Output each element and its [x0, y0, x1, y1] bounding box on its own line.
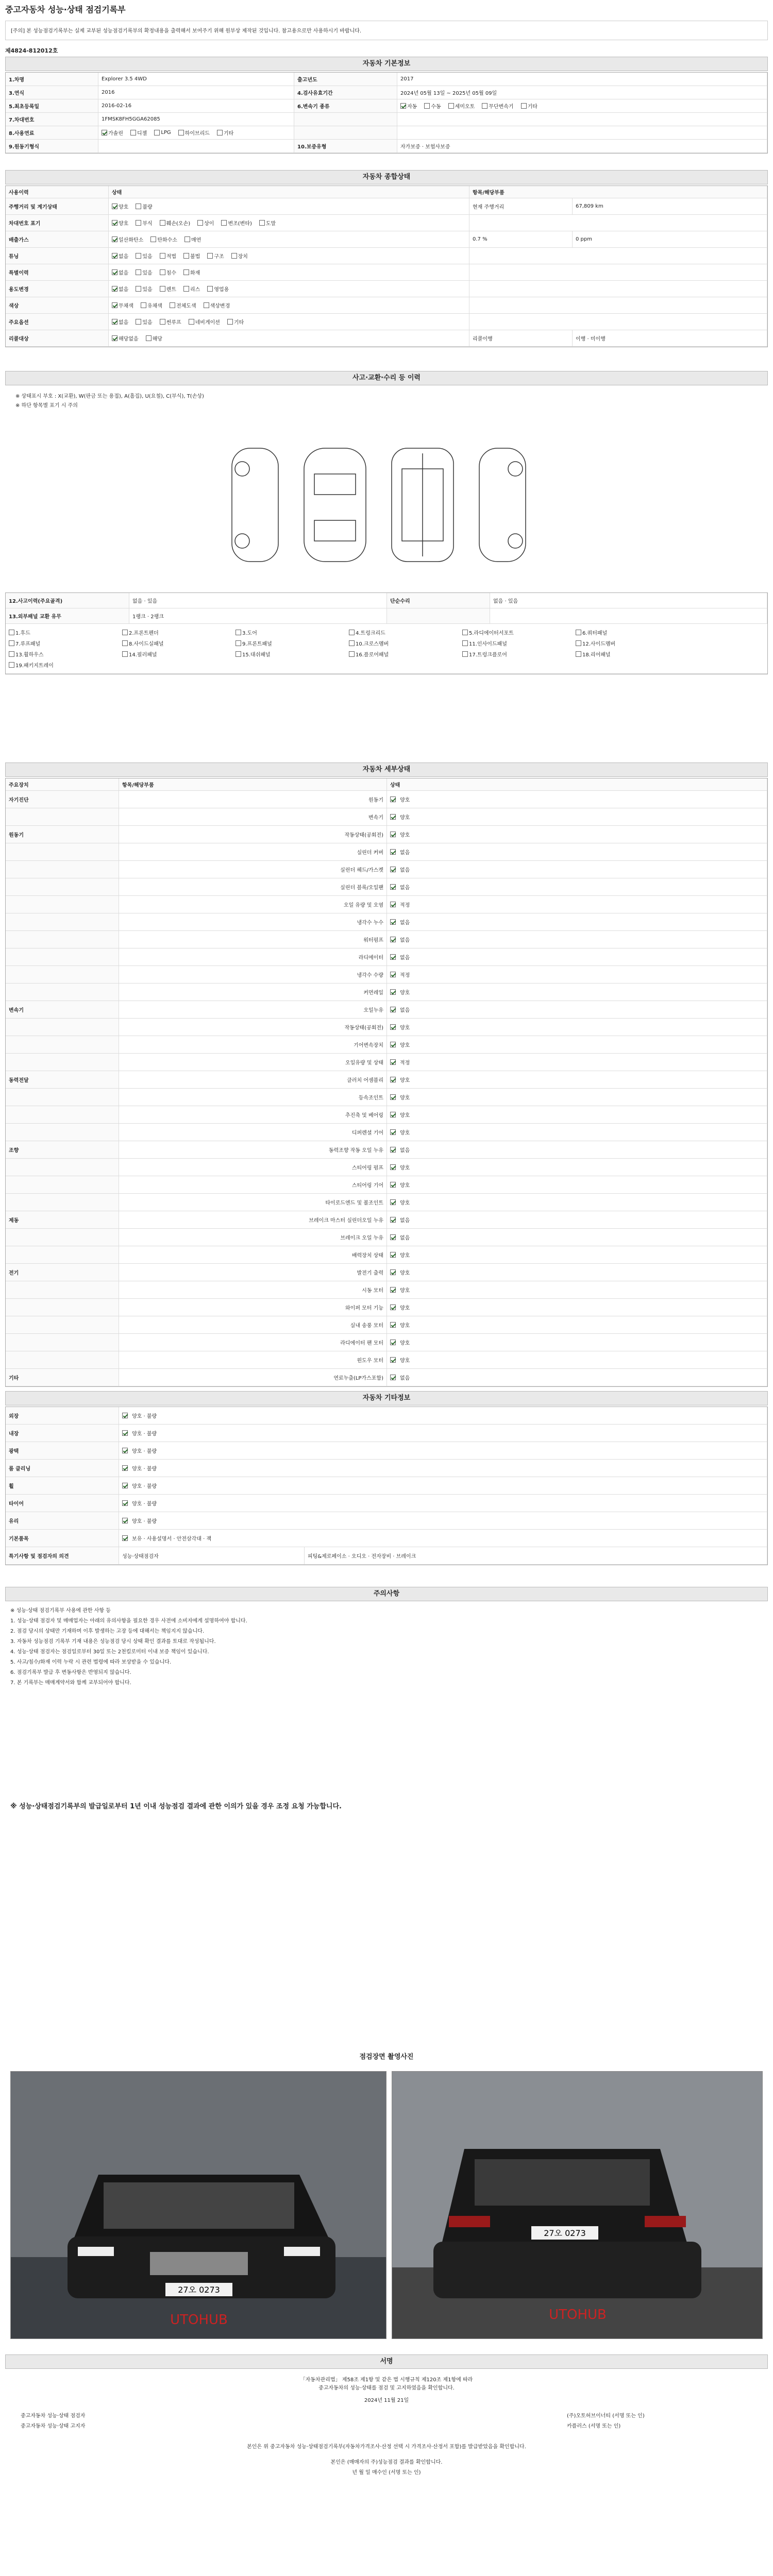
checkbox[interactable] [136, 286, 141, 292]
detail-row: 오일유량 및 상태 적정 [6, 1054, 767, 1071]
checkbox[interactable] [183, 253, 189, 259]
checkbox[interactable] [183, 286, 189, 292]
detail-row: 커먼레일 양호 [6, 984, 767, 1001]
notice-bold: ※ 성능·상태점검기록부의 발급일로부터 1년 이내 성능점검 결과에 관한 이의가 있을 경우 조정 요청 가능합니다. [10, 1803, 342, 1810]
checkbox[interactable] [231, 253, 237, 259]
checkbox[interactable] [184, 236, 190, 242]
buyer-line1: 본인은 위 중고자동차 성능·상태점검기록부(자동차가격조사·산정 선택 시 가격조사·산정서 포함)를 발급받았음을 확인합니다. [247, 2444, 526, 2450]
checkbox[interactable] [122, 1465, 128, 1471]
plate-rear: 27오 0273 [544, 2228, 586, 2238]
detail-row: 시동 모터 양호 [6, 1281, 767, 1299]
car-left-side [232, 448, 278, 562]
sign-line2: 중고자동차의 성능·상태를 점검 및 고지하였음을 확인합니다. [318, 2385, 455, 2391]
detail-row: 라디에이터 팬 모터 양호 [6, 1334, 767, 1351]
checkbox[interactable] [154, 130, 160, 135]
checkbox[interactable] [390, 1375, 396, 1380]
detail-row: 실린더 커버 없음 [6, 843, 767, 861]
checkbox[interactable] [9, 630, 14, 635]
checkbox[interactable] [136, 220, 141, 226]
seller-value: 카플러스 (서명 또는 인) [567, 2424, 621, 2429]
checkbox[interactable] [122, 1483, 128, 1488]
section-photos-header: 점검장면 촬영사진 [5, 2050, 768, 2065]
checkbox[interactable] [170, 302, 175, 308]
detail-row: 기타 연료누출(LP가스포함) 없음 [6, 1369, 767, 1386]
checkbox[interactable] [390, 1129, 396, 1135]
section-other-header: 자동차 기타정보 [5, 1391, 768, 1405]
detail-row: 타이로드엔드 및 볼조인트 양호 [6, 1194, 767, 1211]
checkbox[interactable] [390, 919, 396, 925]
checkbox[interactable] [112, 286, 117, 292]
checkbox[interactable] [207, 253, 213, 259]
detail-row: 추진축 및 베어링 양호 [6, 1106, 767, 1124]
note-line: 7. 본 기록부는 매매계약서와 함께 교부되어야 합니다. [10, 1680, 131, 1686]
checkbox[interactable] [424, 103, 430, 109]
checkbox[interactable] [390, 989, 396, 995]
section-notes-header: 주의사항 [5, 1587, 768, 1601]
detail-row: 워터펌프 없음 [6, 931, 767, 948]
checkbox[interactable] [9, 662, 14, 668]
basic-info-table [5, 72, 768, 154]
checkbox[interactable] [390, 1007, 396, 1012]
basic-row: 8.사용연료 가솔린 디젤 LPG 하이브리드 기타 [6, 126, 767, 140]
section-overall-header: 자동차 종합상태 [5, 170, 768, 184]
car-diagram [222, 438, 551, 572]
checkbox[interactable] [400, 103, 406, 109]
checkbox[interactable] [390, 814, 396, 820]
checkbox[interactable] [160, 269, 165, 275]
brand-rear: UTOHUB [549, 2307, 607, 2323]
inspection-photo-rear [392, 2071, 763, 2339]
checkbox[interactable] [236, 640, 241, 646]
checkbox[interactable] [390, 937, 396, 942]
checkbox[interactable] [390, 1217, 396, 1223]
checkbox[interactable] [112, 269, 117, 275]
checkbox[interactable] [221, 220, 227, 226]
other-info-table: 외장 양호 · 불량 내장 양호 · 불량 광택 양호 · 불량 룸 클리닝 양호 · 불량 휠 양호 · 불량 타이어 양호 · 불량 유리 양호 · 불량 기본품목 보유 · 사용설명서 · 안전삼각대 · 잭 특기사항 및 점검자의 의견 성능·상태점검자 피팅&제로페이소 · 오디오 · 전자장비 · 브레이크 [5, 1406, 768, 1565]
checkbox[interactable] [122, 651, 128, 657]
checkbox[interactable] [197, 220, 203, 226]
detail-row: 작동상태(공회전) 양호 [6, 1019, 767, 1036]
detail-row: 브레이크 오일 누유 없음 [6, 1229, 767, 1246]
checkbox[interactable] [160, 253, 165, 259]
section-sign-header: 서명 [5, 2354, 768, 2369]
checkbox[interactable] [141, 302, 146, 308]
checkbox[interactable] [146, 335, 152, 341]
document-title: 중고자동차 성능·상태 점검기록부 [5, 5, 126, 14]
detail-row: 변속기 오일누유 없음 [6, 1001, 767, 1019]
car-top [304, 448, 366, 562]
overall-status-table: 사용이력 상태 항목/해당부품 주행거리 및 계기상태 양호 불량 현재 주행거리 67,809 km 차대번호 표기 양호 부식 훼손(오손) 상이 변조(변타) 도말 배출가스 일산화탄소 탄화수소 매연 0.7 % 0 ppm 튜닝 없음 있음 적법 불법 구조 장치 특별이력 없음 있음 침수 화재 용도변경 없음 있음 렌트 리스 영업용 색상 무채색 유채색 전체도색 색상변경 주요옵션 없음 있음 썬루프 네비게이션 기타 리콜대상 해당없음 해당 리콜이행 이행 · 미이행 [5, 185, 768, 347]
section-detail-header: 자동차 세부상태 [5, 762, 768, 777]
checkbox[interactable] [390, 1357, 396, 1363]
checkbox[interactable] [390, 1252, 396, 1258]
checkbox[interactable] [112, 236, 117, 242]
detail-row: 제동 브레이크 마스터 실린더오일 누유 없음 [6, 1211, 767, 1229]
checkbox[interactable] [390, 954, 396, 960]
checkbox[interactable] [390, 1287, 396, 1293]
checkbox[interactable] [576, 640, 581, 646]
overall-row: 색상 무채색 유채색 전체도색 색상변경 [6, 297, 767, 314]
checkbox[interactable] [390, 902, 396, 907]
section-basic-header: 자동차 기본정보 [5, 57, 768, 71]
detail-row: 원동기 작동상태(공회전) 양호 [6, 826, 767, 843]
overall-row: 튜닝 없음 있음 적법 불법 구조 장치 [6, 248, 767, 264]
checkbox[interactable] [390, 1077, 396, 1082]
checkbox[interactable] [112, 319, 117, 325]
detail-row: 변속기 양호 [6, 808, 767, 826]
sign-line1: 「자동차관리법」 제58조 제1항 및 같은 법 시행규칙 제120조 제1항에 따라 [300, 2377, 473, 2383]
checkbox[interactable] [122, 1535, 128, 1541]
basic-row: 5.최초등록일 2016-02-16 6.변속기 종류 자동 수동 세미오토 무단변속기 기타 [6, 99, 767, 113]
notes-block [10, 1607, 752, 1690]
wheel-icon [235, 462, 249, 476]
basic-row: 7.차대번호 1FMSK8FH5GGA62085 [6, 113, 767, 126]
checkbox[interactable] [390, 1042, 396, 1047]
checkbox[interactable] [236, 630, 241, 635]
checkbox[interactable] [9, 640, 14, 646]
checkbox[interactable] [390, 972, 396, 977]
checkbox[interactable] [178, 130, 184, 135]
checkbox[interactable] [462, 640, 468, 646]
detail-row: 동력전달 클러치 어셈블리 양호 [6, 1071, 767, 1089]
checkbox[interactable] [390, 1094, 396, 1100]
checkbox[interactable] [122, 1518, 128, 1523]
buyer-line2: 본인은 (매매자의 주)성능점검 결과를 확인합니다. [330, 2460, 443, 2465]
checkbox[interactable] [207, 286, 213, 292]
checkbox[interactable] [390, 1199, 396, 1205]
checkbox[interactable] [217, 130, 223, 135]
checkbox[interactable] [482, 103, 488, 109]
overall-row: 주요옵션 없음 있음 썬루프 네비게이션 기타 [6, 314, 767, 330]
checkbox[interactable] [390, 1269, 396, 1275]
checkbox[interactable] [390, 1112, 396, 1117]
checkbox[interactable] [390, 1304, 396, 1310]
detail-row: 라디에이터 없음 [6, 948, 767, 966]
checkbox[interactable] [390, 884, 396, 890]
checkbox[interactable] [236, 651, 241, 657]
basic-row: 1.차명 Explorer 3.5 4WD 출고년도 2017 [6, 73, 767, 86]
detail-row: 오일 유량 및 오염 적정 [6, 896, 767, 913]
detail-row: 윈도우 모터 양호 [6, 1351, 767, 1369]
accident-legend-2: ※ 하단 항목별 표기 시 주의 [15, 403, 78, 409]
checkbox[interactable] [349, 640, 355, 646]
checkbox[interactable] [122, 1500, 128, 1506]
checkbox[interactable] [390, 1164, 396, 1170]
section-accident-header: 사고·교환·수리 등 이력 [5, 371, 768, 385]
checkbox[interactable] [122, 640, 128, 646]
note-line: ※ 성능·상태 점검기록부 사용에 관한 사항 등 [10, 1608, 111, 1614]
overall-row: 용도변경 없음 있음 렌트 리스 영업용 [6, 281, 767, 297]
detail-row: 실린더 헤드/가스켓 없음 [6, 861, 767, 878]
checkbox[interactable] [112, 335, 117, 341]
note-line: 2. 점검 당시의 상태만 기재하며 이후 발생하는 고장 등에 대해서는 책임지지 않습니다. [10, 1629, 205, 1634]
overall-row: 리콜대상 해당없음 해당 리콜이행 이행 · 미이행 [6, 330, 767, 347]
checkbox[interactable] [122, 1413, 128, 1418]
checkbox[interactable] [390, 1024, 396, 1030]
detail-row: 자기진단 원동기 양호 [6, 791, 767, 808]
checkbox[interactable] [448, 103, 454, 109]
detail-row: 기어변속장치 양호 [6, 1036, 767, 1054]
brand-front: UTOHUB [170, 2312, 228, 2328]
checkbox[interactable] [189, 319, 194, 325]
detail-row: 냉각수 수량 적정 [6, 966, 767, 984]
seller-label: 중고자동차 성능·상태 고지자 [21, 2424, 86, 2429]
overall-row: 차대번호 표기 양호 부식 훼손(오손) 상이 변조(변타) 도말 [6, 215, 767, 231]
checkbox[interactable] [112, 204, 117, 209]
sign-date: 2024년 11월 21일 [364, 2398, 409, 2403]
note-line: 4. 성능·상태 점검자는 점검일로부터 30일 또는 2천킬로미터 이내 보증 책임이 있습니다. [10, 1649, 209, 1655]
detail-row: 디퍼렌셜 기어 양호 [6, 1124, 767, 1141]
detail-row: 스티어링 기어 양호 [6, 1176, 767, 1194]
checkbox[interactable] [349, 651, 355, 657]
checkbox[interactable] [390, 796, 396, 802]
note-line: 3. 자동차 성능점검 기록부 기재 내용은 성능점검 당시 상태 확인 결과를 토대로 작성됩니다. [10, 1639, 216, 1645]
inspector-label: 중고자동차 성능·상태 점검자 [21, 2413, 86, 2419]
detail-row: 냉각수 누수 없음 [6, 913, 767, 931]
checkbox[interactable] [390, 849, 396, 855]
checkbox[interactable] [462, 630, 468, 635]
checkbox[interactable] [136, 319, 141, 325]
checkbox[interactable] [462, 651, 468, 657]
checkbox[interactable] [136, 253, 141, 259]
checkbox[interactable] [349, 630, 355, 635]
checkbox[interactable] [390, 1059, 396, 1065]
checkbox[interactable] [390, 1322, 396, 1328]
checkbox[interactable] [130, 130, 136, 135]
detail-row: 조향 동력조향 작동 오일 누유 없음 [6, 1141, 767, 1159]
checkbox[interactable] [112, 302, 117, 308]
checkbox[interactable] [112, 220, 117, 226]
overall-row: 특별이력 없음 있음 침수 화재 [6, 264, 767, 281]
checkbox[interactable] [259, 220, 265, 226]
checkbox[interactable] [122, 1430, 128, 1436]
detail-row: 실린더 블록/오일팬 없음 [6, 878, 767, 896]
note-line: 5. 사고/침수/화재 이력 누락 시 관련 법령에 따라 보상받을 수 있습니다. [10, 1659, 172, 1665]
checkbox[interactable] [390, 1147, 396, 1153]
checkbox[interactable] [390, 1182, 396, 1188]
checkbox[interactable] [576, 630, 581, 635]
overall-row: 배출가스 일산화탄소 탄화수소 매연 0.7 % 0 ppm [6, 231, 767, 248]
detail-row: 등속조인트 양호 [6, 1089, 767, 1106]
checkbox[interactable] [102, 130, 107, 135]
accident-table: 12.사고이력(주요골격) 없음 · 있음 단순수리 없음 · 있음 13.외부패널 교환 유무 1랭크 · 2랭크 1.후드 2.프론트펜더 3.도어 4.트렁크리드 5.라디에이터서포트 6.쿼터패널 7.루프패널 8.사이드실패널 9.프론트패널 10.크로스멤버 11.인사이드패널 12.사이드멤버 13.휠하우스 14.필러패널 15.대쉬패널 16.플로어패널 17.트렁크플로어 18.리어패널 19.패키지트레이 [5, 592, 768, 674]
detail-row: 배력장치 상태 양호 [6, 1246, 767, 1264]
checkbox[interactable] [227, 319, 233, 325]
checkbox[interactable] [136, 204, 141, 209]
overall-row: 주행거리 및 계기상태 양호 불량 현재 주행거리 67,809 km [6, 198, 767, 215]
checkbox[interactable] [521, 103, 527, 109]
note-line: 6. 점검기록부 발급 후 변동사항은 반영되지 않습니다. [10, 1670, 131, 1675]
checkbox[interactable] [136, 269, 141, 275]
checkbox[interactable] [390, 1234, 396, 1240]
note-line: 1. 성능·상태 점검자 및 매매업자는 아래의 유의사항을 필요한 경우 사전에 소비자에게 설명하여야 합니다. [10, 1618, 247, 1624]
checkbox[interactable] [160, 286, 165, 292]
checkbox[interactable] [112, 253, 117, 259]
inspection-photo-front [10, 2071, 386, 2339]
checkbox[interactable] [122, 630, 128, 635]
detail-status-table: 주요장치 항목/해당부품 상태 자기진단 원동기 양호 변속기 양호 원동기 작동상태(공회전) 양호 실린더 커버 없음 실린더 헤드/가스켓 없음 실린더 블록/오일팬 없음 오일 유량 및 오염 적정 냉각수 누수 없음 워터펌프 없음 라디에이터 없음 냉각수 수량 적정 커먼레일 양호 변속기 오일누유 없음 작동상태(공회전) 양호 기어변속장치 양호 오일유량 및 상태 적정 동력전달 클러치 어셈블리 양호 등속조인트 양호 추진축 및 베어링 양호 디퍼렌셜 기어 양호 조향 동력조향 작동 오일 누유 없음 스티어링 펌프 양호 스티어링 기어 양호 타이로드엔드 및 볼조인트 양호 제동 브레이크 마스터 실린더오일 누유 없음 브레이크 오일 누유 없음 배력장치 상태 양호 전기 발전기 출력 양호 시동 모터 양호 와이퍼 모터 기능 양호 실내 송풍 모터 양호 라디에이터 팬 모터 양호 윈도우 모터 양호 기타 연료누출(LP가스포함) 없음 [5, 778, 768, 1387]
detail-row: 와이퍼 모터 기능 양호 [6, 1299, 767, 1316]
car-right-side [479, 448, 526, 562]
basic-row: 9.원동기형식 10.보증유형 자가보증 · 보험사보증 [6, 140, 767, 153]
buyer-line3: 년 월 일 매수인 (서명 또는 인) [352, 2470, 421, 2476]
checkbox[interactable] [150, 236, 156, 242]
plate-front: 27오 0273 [178, 2285, 220, 2295]
detail-row: 전기 발전기 출력 양호 [6, 1264, 767, 1281]
detail-row: 실내 송풍 모터 양호 [6, 1316, 767, 1334]
checkbox[interactable] [160, 220, 165, 226]
document-number: 제4824-812012호 [5, 47, 58, 54]
checkbox[interactable] [9, 651, 14, 657]
basic-row: 3.연식 2016 4.검사유효기간 2024년 05월 13일 ~ 2025년 05월 09일 [6, 86, 767, 99]
detail-row: 스티어링 펌프 양호 [6, 1159, 767, 1176]
checkbox[interactable] [390, 1340, 396, 1345]
accident-legend-1: ※ 상태표시 부호 : X(교환), W(판금 또는 용접), A(흠집), U(요철), C(부식), T(손상) [15, 394, 204, 399]
checkbox[interactable] [576, 651, 581, 657]
checkbox[interactable] [160, 319, 165, 325]
checkbox[interactable] [122, 1448, 128, 1453]
disclaimer-box: [주의] 본 성능점검기록부는 실제 교부된 성능점검기록부의 확정내용을 출력해서 보여주기 위해 원부상 제작된 것입니다. 참고용으로만 사용하시기 바랍니다. [5, 21, 768, 40]
checkbox[interactable] [390, 832, 396, 837]
checkbox[interactable] [390, 867, 396, 872]
inspector-value: (주)오토허브이너티 (서명 또는 인) [567, 2413, 645, 2419]
checkbox[interactable] [204, 302, 209, 308]
checkbox[interactable] [183, 269, 189, 275]
